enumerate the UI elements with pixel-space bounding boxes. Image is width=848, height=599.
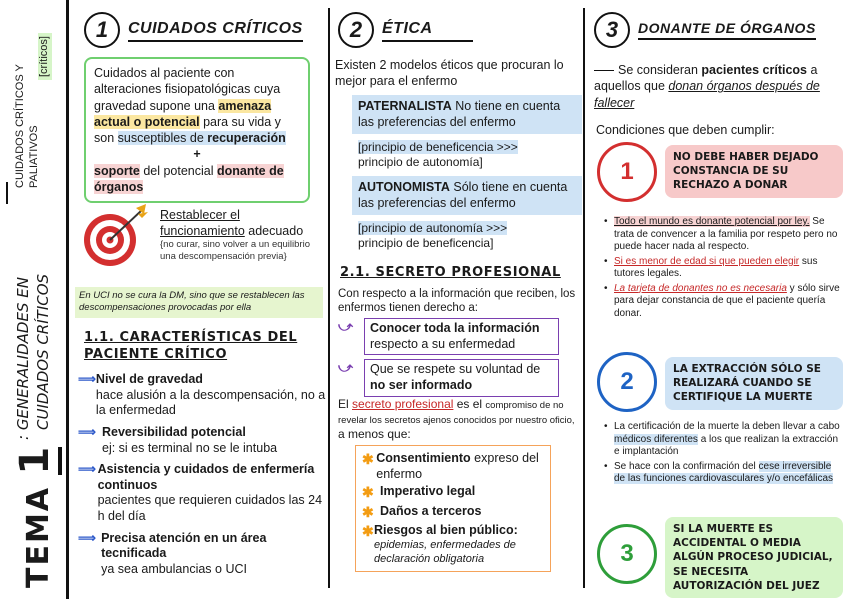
course-label (14, 64, 42, 188)
paternalista-head: PATERNALISTA (358, 99, 452, 113)
paternalista-note-1: [principio de beneficencia >>> (358, 140, 518, 154)
dash (594, 70, 614, 71)
definition-text-3: del potencial (139, 163, 217, 178)
list-item (78, 372, 326, 419)
definition-text: Cuidados al paciente con alteraciones fisiopatológicas cuya gravedad supone una (94, 66, 281, 113)
section-etica (338, 12, 574, 48)
item-desc: pacientes que requieren cuidados las 24 h del día (97, 493, 323, 523)
secreto-intro: Con respecto a la información que reciben, los enfermos tienen derecho a: (338, 288, 576, 315)
secreto-def-3: es el (453, 397, 486, 411)
condition-1-bullets (604, 216, 844, 320)
exception-head: Imperativo legal (380, 484, 476, 499)
right-2-tail: no ser informado (370, 377, 473, 392)
right-box (364, 359, 559, 396)
characteristics-list (78, 372, 326, 578)
tema-number: 1 (12, 447, 62, 475)
secreto-def-5: a menos que: (338, 427, 411, 441)
definition-box (84, 57, 310, 203)
right-2-head: Que se respete su voluntad de (370, 362, 541, 377)
definition-highlight-susceptible: susceptibles de (117, 131, 208, 145)
arrow-icon: ⟹ (78, 530, 96, 545)
condition-3-box: SI LA MUERTE ES ACCIDENTAL O MEDIA ALGÚN PROCESO JUDICIAL, SE NECESITA AUTORIZACIÓN DEL JUEZ (665, 517, 843, 598)
course-tag: [críticos] (38, 33, 52, 80)
plus-sign: + (193, 147, 201, 162)
secreto-def-4: compromiso de no revelar los secretos ajenos conocidos por nuestro oficio, (338, 400, 575, 426)
star-icon: ✱ (362, 503, 374, 520)
exception-item (362, 484, 544, 502)
arrow-icon: ⟹ (78, 424, 96, 439)
paternalista-text: No tiene en cuenta las preferencias del enfermo (358, 99, 561, 129)
target-icon (78, 204, 150, 270)
uci-note: En UCI no se cura la DM, sino que se restablecen las descompensaciones provocadas por ella (75, 287, 323, 318)
donor-intro-3: a aquellos que (594, 63, 818, 94)
side-strip (0, 0, 66, 599)
item-head: Nivel de gravedad (95, 372, 203, 386)
section-number: 3 (594, 12, 630, 48)
arrow-icon: ⟹ (78, 462, 96, 477)
curly-arrow-icon: ⤻ (338, 359, 353, 376)
bullet-highlight: médicos diferentes (614, 433, 698, 445)
star-icon: ✱ (362, 484, 374, 501)
exception-head: Consentimiento (376, 451, 471, 465)
donor-intro-4: donan órganos después de fallecer (594, 79, 820, 110)
section-number: 2 (338, 12, 374, 48)
course-label-line2: PALIATIVOS (27, 125, 40, 188)
section-number: 1 (84, 12, 120, 48)
item-desc: ej: si es terminal no se le intuba (102, 440, 278, 455)
secreto-def-1: El (338, 397, 353, 411)
right-1-tail: respecto a su enfermedad (370, 336, 516, 351)
donor-intro-1: Se consideran (618, 63, 702, 77)
condition-2-number: 2 (597, 352, 657, 412)
secreto-title: 2.1. SECRETO PROFESIONAL (340, 265, 561, 280)
right-box (364, 318, 559, 355)
target-text (160, 208, 325, 263)
autonomista-text: Sólo tiene en cuenta las preferencias del enfermo (358, 180, 568, 210)
definition-highlight-support: soporte (94, 163, 140, 178)
bullet-text: La certificación de la muerte la deben llevar a cabo (614, 421, 840, 432)
right-1-head: Conocer toda la información (370, 321, 540, 335)
item-head: Precisa atención en un área tecnificada (101, 530, 267, 561)
bullet-text: sus tutores legales. (614, 255, 818, 279)
bullet-text: Se hace con la confirmación del (614, 460, 759, 472)
autonomista-note-2: principio de beneficencia] (358, 236, 494, 250)
item-desc: ya sea ambulancias o UCI (101, 561, 247, 576)
list-item (78, 425, 326, 456)
exception-tail: expreso del enfermo (376, 451, 539, 481)
item-head: Asistencia y cuidados de enfermería continuos (97, 462, 315, 492)
section-title: CUIDADOS CRÍTICOS (128, 19, 303, 42)
donor-intro (594, 62, 840, 111)
item-desc: hace alusión a la descompensación, no a la enfermedad (95, 387, 326, 418)
exception-note: epidemias, enfermedades de declaración obligatoria (374, 538, 516, 565)
item-head: Reversibilidad potencial (102, 424, 246, 439)
definition-text-2: para su vida y son (94, 114, 281, 145)
characteristics-title: 1.1. CARACTERÍSTICAS DEL PACIENTE CRÍTICO (84, 330, 298, 362)
exceptions-box (355, 445, 551, 572)
condition-2-box: LA EXTRACCIÓN SÓLO SE REALIZARÁ CUANDO SE CERTIFIQUE LA MUERTE (665, 357, 843, 410)
paternalista-note-2: principio de autonomía] (358, 155, 483, 169)
tema-label (10, 447, 60, 588)
conditions-title: Condiciones que deben cumplir: (596, 123, 775, 137)
bullet-highlight: cese irreversible de las funciones cardiovasculares y/o encefálicas (614, 460, 834, 484)
exception-item (362, 523, 544, 566)
right-item (338, 318, 578, 355)
section-header (338, 12, 574, 48)
list-item (78, 531, 326, 578)
autonomista-note-1: [principio de autonomía >>> (358, 221, 508, 235)
ethics-intro: Existen 2 modelos éticos que procuran lo mejor para el enfermo (335, 58, 564, 88)
curly-arrow-icon: ⤻ (338, 318, 353, 334)
right-item (338, 359, 578, 396)
side-divider (66, 0, 69, 599)
course-label-line1: CUIDADOS CRÍTICOS Y (14, 64, 26, 188)
section-title: ÉTICA (382, 19, 473, 42)
target-note: {no curar, sino volver a un equilibrio una descompensación previa} (160, 239, 310, 263)
column-divider-1 (328, 8, 330, 588)
condition-3-number: 3 (597, 524, 657, 584)
condition-2-bullets (604, 421, 844, 486)
divider-line (6, 182, 8, 204)
subtitle-line2: CUIDADOS CRÍTICOS (34, 273, 52, 430)
bullet-text: Se trata de convencer a la familia por respeto pero no puede hacer nada al respecto. (614, 216, 838, 252)
secreto-def-term: secreto profesional (352, 397, 454, 411)
exception-head: Riesgos al bien público: (374, 523, 518, 538)
column-divider-2 (583, 8, 585, 588)
bullet-highlight: Si es menor de edad si que pueden elegir (614, 255, 800, 267)
bullet-text: a los que realizan la extracción e implantación (614, 433, 839, 457)
condition-1-box: NO DEBE HABER DEJADO CONSTANCIA DE SU RECHAZO A DONAR (665, 145, 843, 198)
bullet-highlight: La tarjeta de donantes no es necesaria (614, 282, 787, 294)
autonomista-box (352, 176, 582, 215)
tema-word: TEMA (21, 485, 56, 588)
autonomista-head: AUTONOMISTA (358, 180, 450, 194)
list-item (78, 462, 326, 525)
section-cuidados-criticos (84, 12, 320, 48)
exception-item (362, 504, 544, 522)
paternalista-box (352, 95, 582, 134)
paternalista-note (358, 140, 578, 170)
definition-highlight-threat: amenaza actual o potencial (94, 98, 272, 129)
star-icon: ✱ (362, 523, 374, 540)
bullet (604, 461, 844, 486)
bullet-text: y sólo sirve para dejar constancia de que el paciente quería donar. (614, 282, 840, 319)
section-header (84, 12, 320, 48)
bullet-highlight: Todo el mundo es donante potencial por ley. (614, 216, 810, 227)
section-donante (594, 12, 844, 48)
definition-highlight-recovery: recuperación (207, 131, 286, 145)
section-header (594, 12, 844, 48)
arrow-icon: ⟹ (78, 372, 96, 386)
star-icon: ✱ (362, 451, 374, 467)
target-title-2: adecuado (244, 223, 304, 238)
bullet (604, 256, 844, 281)
donor-intro-2: pacientes críticos (701, 63, 807, 77)
target-title: Restablecer el funcionamiento (160, 208, 245, 238)
rights-list (338, 318, 578, 397)
secreto-definition (338, 397, 576, 442)
autonomista-note (358, 221, 578, 251)
definition-highlight-donor: donante de órganos (94, 163, 284, 194)
section-title: DONANTE DE ÓRGANOS (638, 20, 816, 41)
exception-head: Daños a terceros (380, 503, 482, 518)
condition-1-number: 1 (597, 142, 657, 202)
exception-item (362, 451, 544, 482)
subtitle-line1: : GENERALIDADES EN (14, 277, 32, 440)
bullet (604, 421, 844, 459)
bullet (604, 283, 844, 321)
bullet (604, 216, 844, 254)
